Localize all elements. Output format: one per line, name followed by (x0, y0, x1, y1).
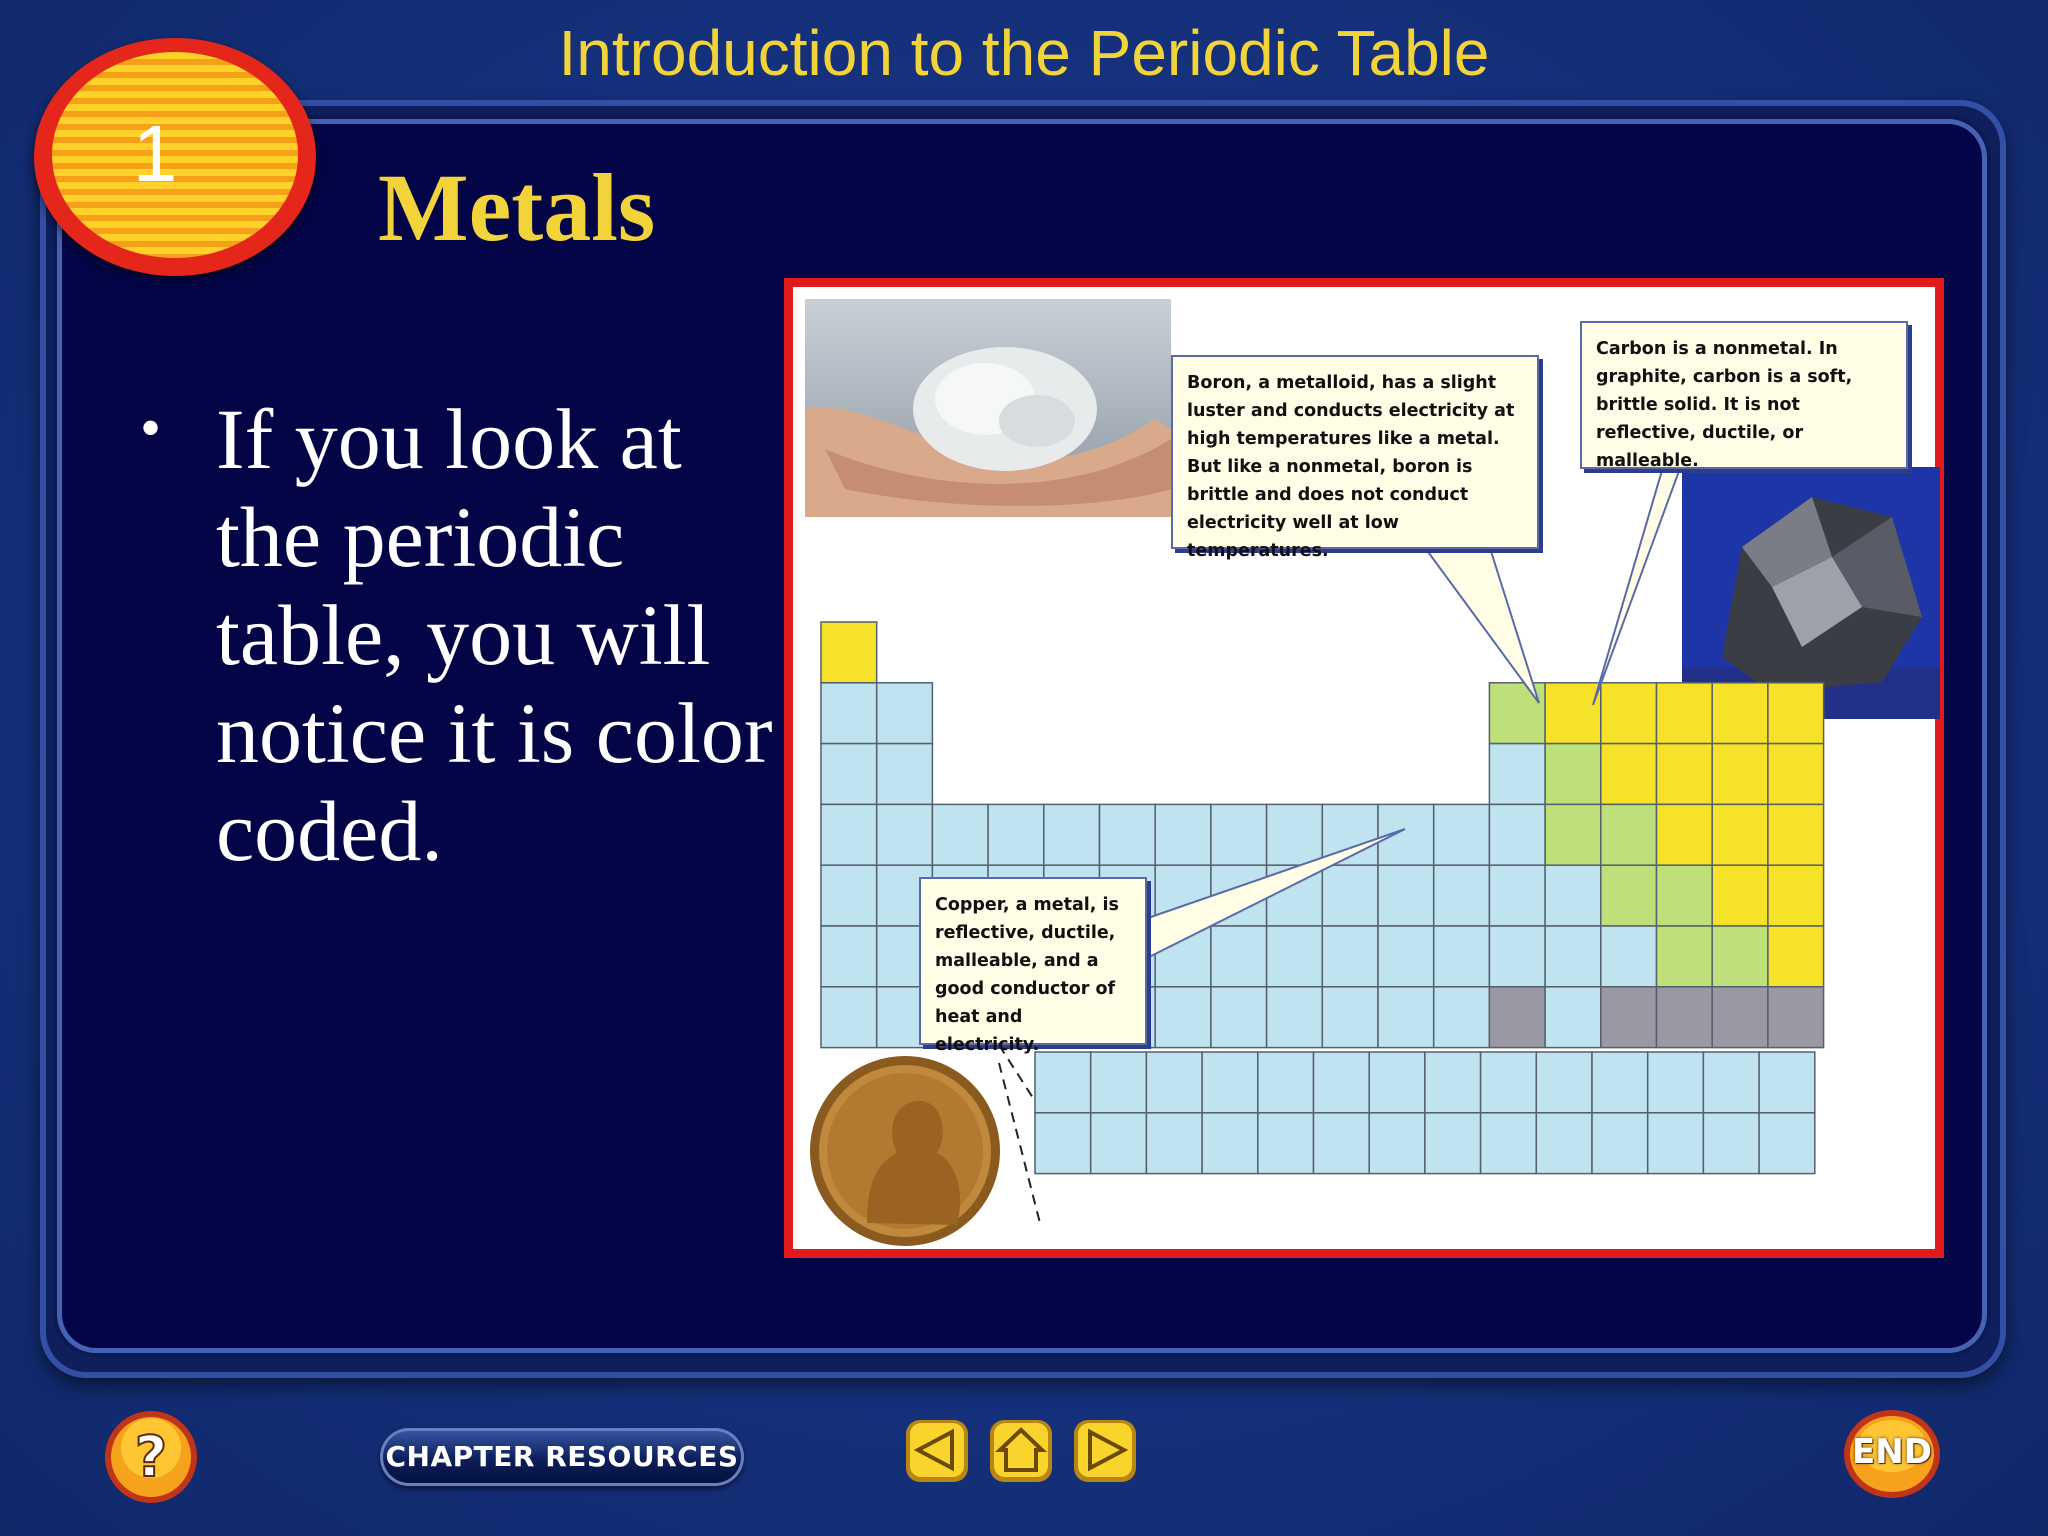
next-button[interactable] (1072, 1418, 1138, 1484)
previous-button[interactable] (904, 1418, 970, 1484)
bullet-marker: • (140, 395, 162, 461)
chapter-resources-button[interactable]: CHAPTER RESOURCES (380, 1428, 744, 1486)
slide-title: Metals (378, 154, 656, 261)
home-icon (988, 1418, 1054, 1484)
bullet-text: If you look at the periodic table, you will notice it is color coded. (216, 391, 773, 879)
section-badge (34, 38, 316, 276)
copper-callout: Copper, a metal, is reflective, ductile, malleable, and a good conductor of heat and electricity. (919, 877, 1147, 1045)
end-button[interactable] (1842, 1408, 1942, 1500)
periodic-table-figure (784, 278, 1944, 1258)
header-title: Introduction to the Periodic Table (558, 17, 1490, 89)
arrow-right-icon (1072, 1418, 1138, 1484)
home-button[interactable] (988, 1418, 1054, 1484)
boron-callout: Boron, a metalloid, has a slight luster and conducts electricity at high temperatures like a metal. But like a nonmetal, boron is brittle and does not conduct electricity well at low temperatures. (1171, 355, 1539, 549)
end-label: END (1852, 1432, 1932, 1472)
svg-text:?: ? (134, 1425, 168, 1490)
help-button[interactable] (102, 1408, 200, 1506)
section-number: 1 (132, 109, 178, 198)
question-mark-icon (102, 1408, 200, 1506)
arrow-left-icon (904, 1418, 970, 1484)
carbon-callout: Carbon is a nonmetal. In graphite, carbon is a soft, brittle solid. It is not reflective, ductile, or malleable. (1580, 321, 1908, 469)
